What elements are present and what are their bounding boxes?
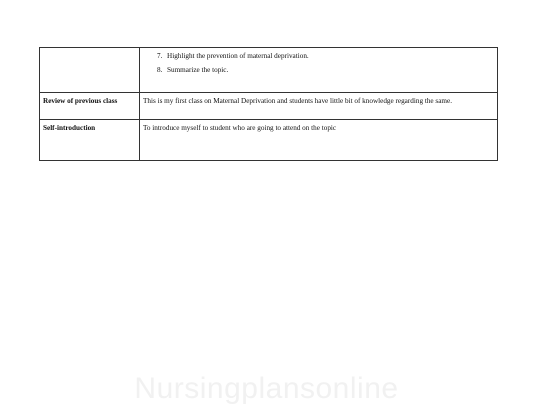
objectives-list bbox=[143, 52, 497, 75]
objectives-row bbox=[40, 48, 498, 93]
objective-item bbox=[157, 52, 497, 61]
self-intro-content: To introduce myself to student who are going to attend on the topic bbox=[140, 120, 498, 161]
objective-item bbox=[157, 66, 497, 75]
objective-number: 8. bbox=[157, 66, 163, 74]
review-row bbox=[40, 93, 498, 120]
watermark: Nursingplansonline bbox=[134, 372, 399, 405]
empty-label-cell bbox=[40, 48, 140, 93]
objective-number: 7. bbox=[157, 52, 163, 60]
objective-text: Summarize the topic. bbox=[167, 66, 229, 74]
review-content: This is my first class on Maternal Deprivation and students have little bit of knowledge regarding the same. bbox=[140, 93, 498, 120]
self-intro-label: Self-introduction bbox=[40, 120, 140, 161]
objective-text: Highlight the prevention of maternal deprivation. bbox=[167, 52, 309, 60]
objectives-cell bbox=[140, 48, 498, 93]
lesson-plan-table bbox=[39, 47, 498, 161]
self-intro-row bbox=[40, 120, 498, 161]
review-label: Review of previous class bbox=[40, 93, 140, 120]
